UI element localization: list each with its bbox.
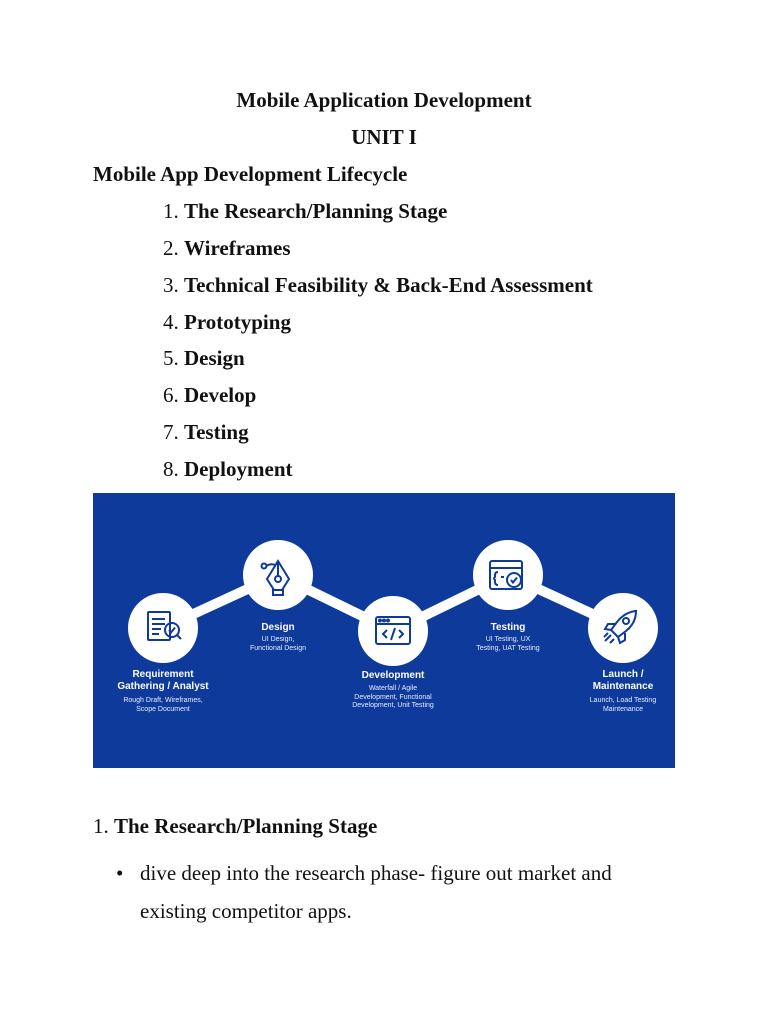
stage-testing-node xyxy=(473,540,543,610)
list-item: 4. Prototyping xyxy=(163,310,291,334)
stage-development-desc: Waterfall / Agile Development, Functional Development, Unit Testing xyxy=(352,685,434,709)
stage-development-node xyxy=(358,596,428,666)
bullet-marker: • xyxy=(116,861,124,885)
subsection-heading: 1. The Research/Planning Stage xyxy=(93,814,378,838)
stage-design-desc: UI Design, Functional Design xyxy=(249,636,307,652)
bullet-text-line: existing competitor apps. xyxy=(140,899,352,923)
stage-requirement-desc: Rough Draft, Wireframes, Scope Document xyxy=(123,697,203,713)
diagram-connectors xyxy=(93,493,675,768)
list-item: 6. Develop xyxy=(163,383,257,407)
list-item: 8. Deployment xyxy=(163,457,293,481)
unit-label: UNIT I xyxy=(351,125,417,149)
stage-development-title: Development xyxy=(361,670,425,681)
stage-launch-node xyxy=(588,593,658,663)
bullet-text-line: dive deep into the research phase- figure out market and xyxy=(140,861,612,885)
section-heading: Mobile App Development Lifecycle xyxy=(93,162,408,186)
document-title: Mobile Application Development xyxy=(236,88,532,112)
lifecycle-diagram xyxy=(93,493,675,768)
list-item: 7. Testing xyxy=(163,420,249,444)
stage-launch-title: Launch / Maintenance xyxy=(592,669,654,692)
stage-launch-desc: Launch, Load Testing Maintenance xyxy=(589,697,657,713)
stage-design-node xyxy=(243,540,313,610)
stage-design-title: Design xyxy=(261,622,295,633)
list-item: 5. Design xyxy=(163,346,245,370)
stage-requirement-title: Requirement Gathering / Analyst xyxy=(117,669,209,692)
stage-requirement-node xyxy=(128,593,198,663)
list-item: 3. Technical Feasibility & Back-End Assessment xyxy=(163,273,593,297)
stage-testing-title: Testing xyxy=(490,622,526,633)
stage-testing-desc: UI Testing, UX Testing, UAT Testing xyxy=(476,636,540,652)
list-item: 1. The Research/Planning Stage xyxy=(163,199,448,223)
list-item: 2. Wireframes xyxy=(163,236,291,260)
